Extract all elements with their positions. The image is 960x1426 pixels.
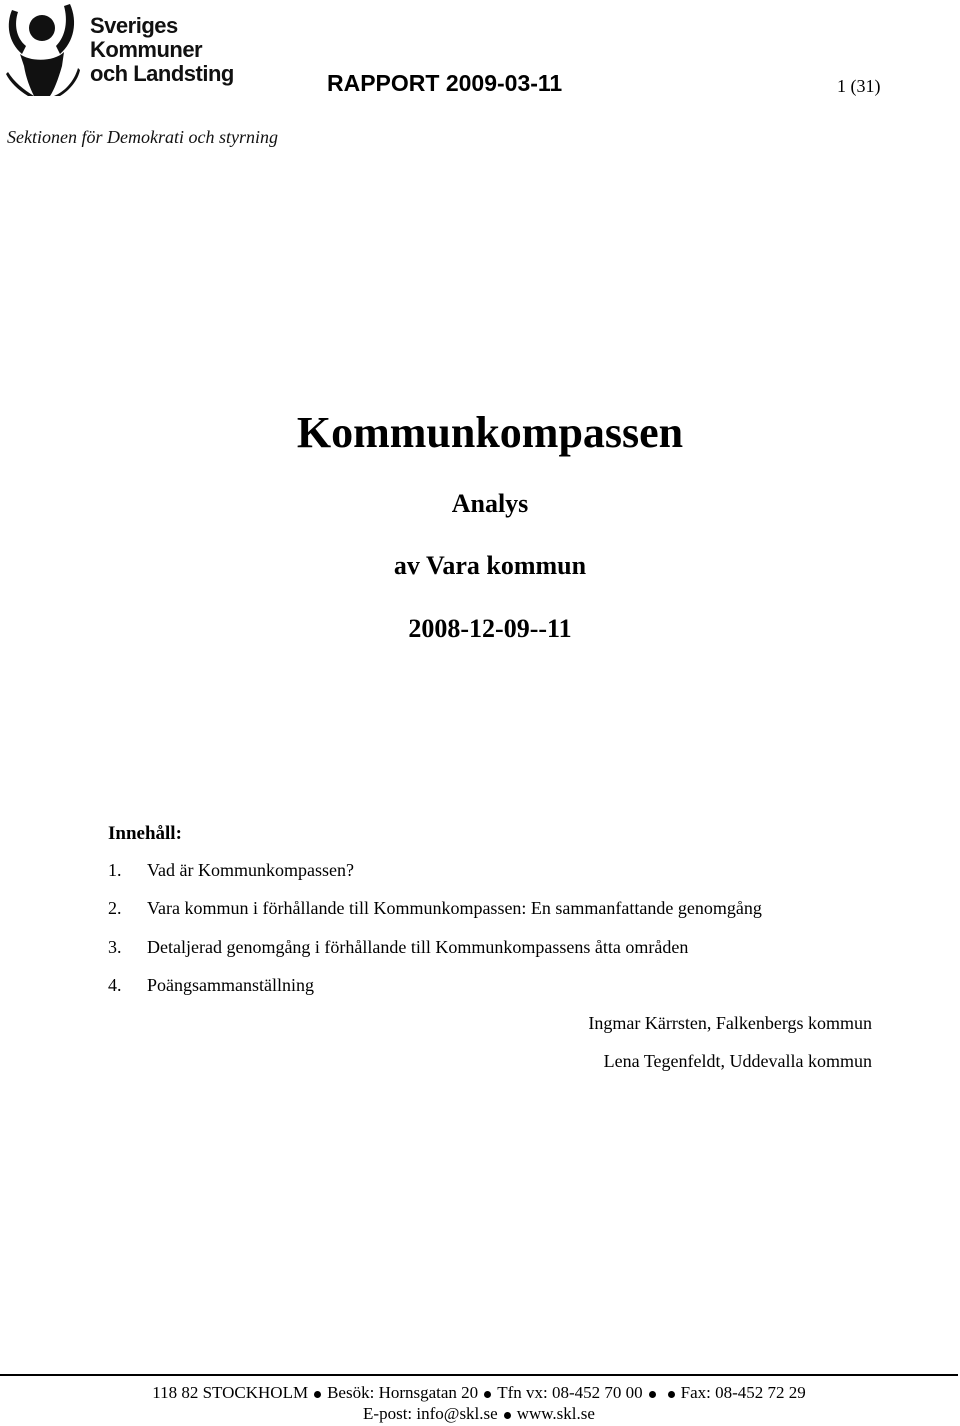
logo-text-line: och Landsting [90,61,234,86]
contents-item-number: 2. [108,898,122,919]
logo-text-line: Kommuner [90,37,203,62]
author-2: Lena Tegenfeldt, Uddevalla kommun [603,1051,872,1071]
footer-visit: Besök: Hornsgatan 20 [327,1383,479,1402]
document-title: Kommunkompassen [296,408,684,457]
author-1: Ingmar Kärrsten, Falkenbergs kommun [588,1013,872,1033]
footer-email[interactable]: E-post: info@skl.se [363,1404,498,1423]
logo-figure-icon [4,2,84,98]
contents-item-text: Vad är Kommunkompassen? [147,860,354,880]
bullet-icon [504,1412,511,1419]
contents-item [108,898,762,936]
bullet-icon [314,1391,321,1398]
footer-divider [0,1374,958,1376]
footer-address: 118 82 STOCKHOLM [152,1383,309,1402]
logo-text-line: Sveriges [90,13,178,38]
contents-item [108,860,762,898]
section-name: Sektionen för Demokrati och styrning [7,127,278,147]
contents-list [108,860,762,1013]
contents-item-number: 4. [108,974,122,995]
organization-logo [4,2,236,98]
footer-website[interactable]: www.skl.se [516,1404,595,1423]
contents-item [108,937,762,975]
subtitle-analysis: Analys [451,489,529,518]
contents-item-text: Poängsammanställning [147,974,314,995]
contents-item-number: 1. [108,860,122,880]
contents-heading: Innehåll: [108,823,182,844]
contents-item-text: Vara kommun i förhållande till Kommunkompassen: En sammanfattande genomgång [147,898,762,919]
bullet-icon [649,1391,656,1398]
subtitle-date: 2008-12-09--11 [408,614,572,643]
bullet-icon [668,1391,675,1398]
contents-item [108,975,762,1013]
contents-item-text: Detaljerad genomgång i förhållande till Kommunkompassens åtta områden [147,936,689,957]
footer-web-line [0,1404,958,1424]
subtitle-municipality: av Vara kommun [393,551,587,580]
report-title: RAPPORT 2009-03-11 [327,70,563,96]
footer-fax: Fax: 08-452 72 29 [680,1383,806,1402]
footer-contact-line [0,1383,958,1403]
page-number: 1 (31) [837,76,881,96]
footer-phone: Tfn vx: 08-452 70 00 [497,1383,643,1402]
bullet-icon [484,1391,491,1398]
contents-item-number: 3. [108,936,122,957]
